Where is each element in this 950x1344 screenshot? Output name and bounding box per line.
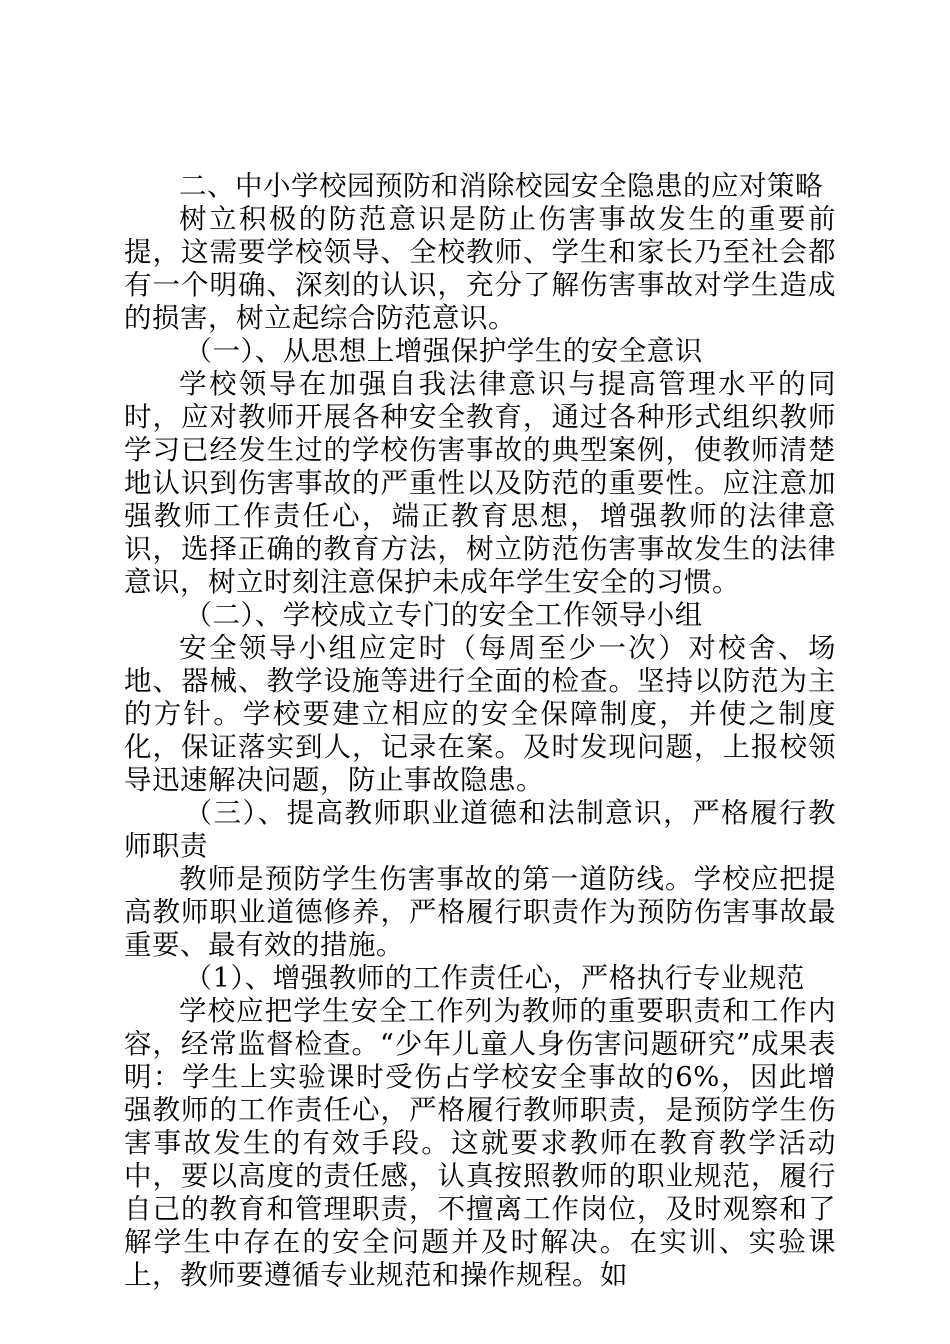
subsection-heading: （一）、从思想上增强保护学生的安全意识	[184, 335, 703, 367]
body-paragraph: 树立积极的防范意识是防止伤害事故发生的重要前提，这需要学校领导、全校教师、学生和家长乃至社会都有一个明确、深刻的认识，充分了解伤害事故对学生造成的损害，树立起综合防范意识。	[124, 203, 836, 334]
section-heading: 二、中小学校园预防和消除校园安全隐患的应对策略	[179, 170, 823, 202]
subsection-heading: （二）、学校成立专门的安全工作领导小组	[184, 599, 703, 631]
subsection-heading: （三）、提高教师职业道德和法制意识，严格履行教师职责	[124, 797, 836, 862]
document-body	[124, 170, 836, 1292]
body-paragraph: 学校领导在加强自我法律意识与提高管理水平的同时，应对教师开展各种安全教育，通过各种形式组织教师学习已经发生过的学校伤害事故的典型案例，使教师清楚地认识到伤害事故的严重性以及防范的重要性。应注意加强教师工作责任心，端正教育思想，增强教师的法律意识，选择正确的教育方法，树立防范伤害事故发生的法律意识，树立时刻注意保护未成年学生安全的习惯。	[124, 368, 836, 598]
body-paragraph: 学校应把学生安全工作列为教师的重要职责和工作内容，经常监督检查。“少年儿童人身伤害问题研究”成果表明：学生上实验课时受伤占学校安全事故的6%，因此增强教师的工作责任心，严格履行教师职责，是预防学生伤害事故发生的有效手段。这就要求教师在教育教学活动中，要以高度的责任感，认真按照教师的职业规范，履行自己的教育和管理职责，不擅离工作岗位，及时观察和了解学生中存在的安全问题并及时解决。在实训、实验课上，教师要遵循专业规范和操作规程。如	[124, 995, 836, 1291]
body-paragraph: 教师是预防学生伤害事故的第一道防线。学校应把提高教师职业道德修养，严格履行职责作为预防伤害事故最重要、最有效的措施。	[124, 863, 836, 961]
body-paragraph: 安全领导小组应定时（每周至少一次）对校舍、场地、器械、教学设施等进行全面的检查。坚持以防范为主的方针。学校要建立相应的安全保障制度，并使之制度化，保证落实到人，记录在案。及时发现问题，上报校领导迅速解决问题，防止事故隐患。	[124, 632, 836, 796]
subsection-heading: （1）、增强教师的工作责任心，严格执行专业规范	[184, 962, 805, 994]
